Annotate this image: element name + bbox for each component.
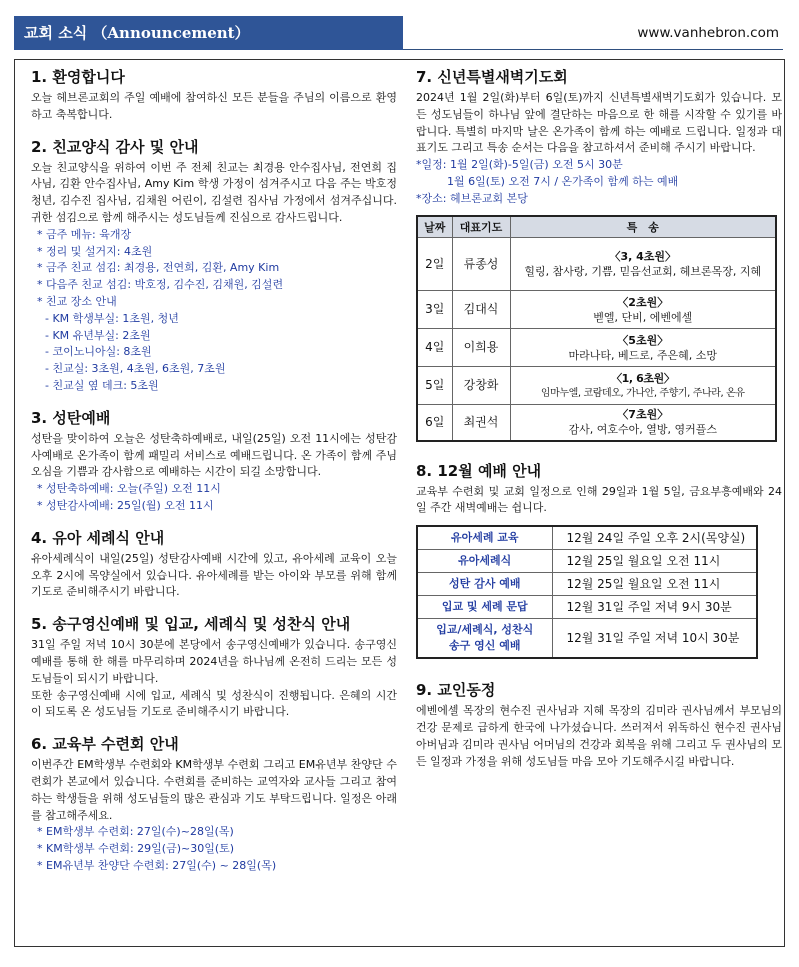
group-label: 〈5초원〉 bbox=[617, 333, 669, 347]
title-korean: 교회 소식 bbox=[24, 24, 88, 42]
date-cell: 5일 bbox=[417, 367, 452, 405]
column-header-song: 특 송 bbox=[510, 216, 776, 238]
table-row bbox=[417, 549, 757, 572]
group-members: 임마누엘, 코람데오, 가나안, 주향기, 주나라, 온유 bbox=[540, 387, 745, 399]
event-label: 유아세례식 bbox=[417, 549, 552, 572]
section-8-title: 8. 12월 예배 안내 bbox=[416, 461, 542, 480]
schedule-line: *일정: 1월 2일(화)-5일(금) 오전 5시 30분 bbox=[416, 158, 623, 172]
bullet-item: * KM학생부 수련회: 29일(금)~30일(토) bbox=[37, 842, 235, 856]
group-label: 〈7초원〉 bbox=[617, 408, 669, 422]
event-time: 12월 25일 월요일 오전 11시 bbox=[552, 572, 757, 595]
section-9-title: 9. 교인동정 bbox=[416, 681, 496, 700]
song-cell bbox=[510, 291, 776, 329]
right-column bbox=[416, 60, 782, 770]
table-row bbox=[417, 595, 757, 618]
table-row bbox=[417, 618, 757, 658]
table-row bbox=[417, 291, 776, 329]
section-7-body: 2024년 1월 2일(화)부터 6일(토)까지 신년특별새벽기도회가 있습니다. 모든 성도님들이 하나님 앞에 결단하는 마음으로 한 해를 시작할 수 있기를 바랍니다. 특별히 마지막 날은 온가족이 함께 하는 예배로 드립니다. 일정과 대표기도 그리고 특송 순서는 다음을 참고하셔서 준비해 주시기 바랍니다. bbox=[416, 91, 782, 155]
leader-cell: 류종성 bbox=[452, 238, 510, 291]
section-6-title: 6. 교육부 수련회 안내 bbox=[31, 735, 179, 754]
website-url[interactable]: www.vanhebron.com bbox=[637, 25, 779, 41]
group-members: 벧엘, 단비, 에벤에셀 bbox=[593, 310, 693, 324]
place-item: - KM 유년부실: 2초원 bbox=[45, 328, 151, 342]
group-label: 〈3, 4초원〉 bbox=[609, 250, 677, 264]
place-item: - 친교실: 3초원, 4초원, 6초원, 7초원 bbox=[45, 362, 226, 376]
title-english: （Announcement） bbox=[92, 24, 250, 42]
event-label-line-1: 입교/세례식, 성찬식 bbox=[436, 622, 534, 636]
leader-cell: 김대식 bbox=[452, 291, 510, 329]
section-5-title: 5. 송구영신예배 및 입교, 세례식 및 성찬식 안내 bbox=[31, 615, 351, 634]
section-4-body: 유아세례식이 내일(25일) 성탄감사예배 시간에 있고, 유아세례 교육이 오늘 오후 2시에 목양실에서 있습니다. 유아세례를 받는 아이와 부모를 위해 함께 기도로 준비해주시기 바랍니다. bbox=[31, 551, 397, 599]
event-time: 12월 31일 주일 저녁 9시 30분 bbox=[552, 595, 757, 618]
bullet-item: * 성탄감사예배: 25일(월) 오전 11시 bbox=[37, 498, 214, 512]
date-cell: 3일 bbox=[417, 291, 452, 329]
bullet-item: * EM학생부 수련회: 27일(수)~28일(목) bbox=[37, 825, 234, 839]
song-cell bbox=[510, 405, 776, 441]
section-5-body-2: 또한 송구영신예배 시에 입교, 세례식 및 성찬식이 진행됩니다. 은혜의 시간이 되도록 온 성도님들 기도로 준비해주시기 바랍니다. bbox=[31, 688, 397, 719]
bullet-item: * 성탄축하예배: 오늘(주일) 오전 11시 bbox=[37, 482, 221, 496]
bullet-item: * EM유년부 찬양단 수련회: 27일(수) ~ 28일(목) bbox=[37, 858, 277, 872]
section-6-body: 이번주간 EM학생부 수련회와 KM학생부 수련회 그리고 EM유년부 찬양단 수련회가 본교에서 있습니다. 수련회를 준비하는 교역자와 교사들 그리고 참여하는 학생들을 위해 성도님들의 많은 관심과 기도 부탁드립니다. 일정은 아래를 참고해주세요. bbox=[31, 758, 397, 822]
song-cell bbox=[510, 238, 776, 291]
leader-cell: 강창화 bbox=[452, 367, 510, 405]
event-time: 12월 25일 월요일 오전 11시 bbox=[552, 549, 757, 572]
table-row bbox=[417, 526, 757, 549]
song-cell bbox=[510, 329, 776, 367]
header-bar bbox=[14, 16, 783, 50]
section-3-title: 3. 성탄예배 bbox=[31, 408, 111, 427]
section-1-body: 오늘 헤브론교회의 주일 예배에 참여하신 모든 분들을 주님의 이름으로 환영하고 축복합니다. bbox=[31, 91, 397, 121]
event-label: 입교 및 세례 문답 bbox=[417, 595, 552, 618]
bullet-item: * 금주 메뉴: 육개장 bbox=[37, 227, 132, 241]
song-cell bbox=[510, 367, 776, 405]
section-4-title: 4. 유아 세례식 안내 bbox=[31, 528, 165, 547]
table-row bbox=[417, 572, 757, 595]
event-time: 12월 31일 주일 저녁 10시 30분 bbox=[552, 618, 757, 658]
section-2-title: 2. 친교양식 감사 및 안내 bbox=[31, 137, 199, 156]
event-label: 성탄 감사 예배 bbox=[417, 572, 552, 595]
event-time: 12월 24일 주일 오후 2시(목양실) bbox=[552, 526, 757, 549]
december-worship-table bbox=[416, 525, 758, 659]
left-column bbox=[31, 60, 397, 875]
place-item: - 친교실 옆 데크: 5초원 bbox=[45, 378, 159, 392]
announcement-frame bbox=[14, 59, 785, 947]
bullet-item: * 친교 장소 안내 bbox=[37, 294, 117, 308]
section-8-body: 교육부 수련회 및 교회 일정으로 인해 29일과 1월 5일, 금요부흥예배와 24일 주간 새벽예배는 쉽니다. bbox=[416, 484, 782, 515]
event-label-line-2: 송구 영신 예배 bbox=[449, 638, 521, 652]
place-line: *장소: 헤브론교회 본당 bbox=[416, 191, 528, 205]
group-members: 힐링, 참사랑, 기쁨, 믿음선교회, 헤브론목장, 지혜 bbox=[524, 265, 762, 279]
date-cell: 6일 bbox=[417, 405, 452, 441]
section-9-body: 에벤에셀 목장의 현수진 권사님과 지혜 목장의 김미라 권사님께서 부모님의 건강 문제로 급하게 한국에 나가셨습니다. 쓰러져서 위독하신 현수진 권사님 아버님과 김미라 권사님 어머님의 건강과 회복을 위해 그리고 두 권사님의 모든 일정과 가정을 위해 성도님들 마음 모아 기도해주시길 바랍니다. bbox=[416, 704, 782, 768]
section-3-body: 성탄을 맞이하여 오늘은 성탄축하예배로, 내일(25일) 오전 11시에는 성탄감사예배로 온가족이 함께 패밀리 서비스로 예배드립니다. 온 가족이 함께 주님 오심을 기쁨과 감사함으로 예배하는 시간이 되길 소망합니다. bbox=[31, 431, 397, 479]
place-item: - KM 학생부실: 1초원, 청년 bbox=[45, 311, 179, 325]
table-row bbox=[417, 405, 776, 441]
column-header-date: 날짜 bbox=[417, 216, 452, 238]
date-cell: 2일 bbox=[417, 238, 452, 291]
leader-cell: 최권석 bbox=[452, 405, 510, 441]
column-header-leader: 대표기도 bbox=[452, 216, 510, 238]
group-label: 〈1, 6초원〉 bbox=[611, 371, 675, 385]
section-1-title: 1. 환영합니다 bbox=[31, 68, 125, 86]
event-label: 유아세례 교육 bbox=[417, 526, 552, 549]
dawn-prayer-table bbox=[416, 215, 777, 442]
schedule-line: 1월 6일(토) 오전 7시 / 온가족이 함께 하는 예배 bbox=[447, 174, 679, 188]
event-label bbox=[417, 618, 552, 658]
table-header-row bbox=[417, 216, 776, 238]
table-row bbox=[417, 329, 776, 367]
date-cell: 4일 bbox=[417, 329, 452, 367]
section-7-title: 7. 신년특별새벽기도회 bbox=[416, 68, 568, 86]
bullet-item: * 다음주 친교 섬김: 박호정, 김수진, 김채원, 김설련 bbox=[37, 278, 284, 292]
table-row bbox=[417, 367, 776, 405]
table-row bbox=[417, 238, 776, 291]
header-title bbox=[14, 16, 403, 50]
bullet-item: * 정리 및 설거지: 4초원 bbox=[37, 244, 153, 258]
section-2-body: 오늘 친교양식을 위하여 이번 주 전체 친교는 최경용 안수집사님, 전연희 집사님, 김환 안수집사님, Amy Kim 학생 가정이 섬겨주시고 다음 주는 박호정 청년, 김수진 집사님, 김채원 어린이, 김설련 집사님 가정에서 섬겨주십니다. 귀한 섬김으로 함께 해주시는 성도님들께 진심으로 감사드립니다. bbox=[31, 160, 397, 224]
section-5-body-1: 31일 주일 저녁 10시 30분에 본당에서 송구영신예배가 있습니다. 송구영신예배를 통해 한 해를 마무리하며 2024년을 하나님께 온전히 드리는 모든 성도님들이 되시기 바랍니다. bbox=[31, 638, 397, 685]
place-item: - 코이노니아실: 8초원 bbox=[45, 345, 152, 359]
bullet-item: * 금주 친교 섬김: 최경용, 전연희, 김환, Amy Kim bbox=[37, 261, 280, 275]
group-members: 마라나타, 베드로, 주은혜, 소망 bbox=[568, 348, 717, 362]
group-label: 〈2초원〉 bbox=[617, 295, 669, 309]
leader-cell: 이희용 bbox=[452, 329, 510, 367]
group-members: 감사, 여호수아, 열방, 영커플스 bbox=[568, 423, 717, 437]
